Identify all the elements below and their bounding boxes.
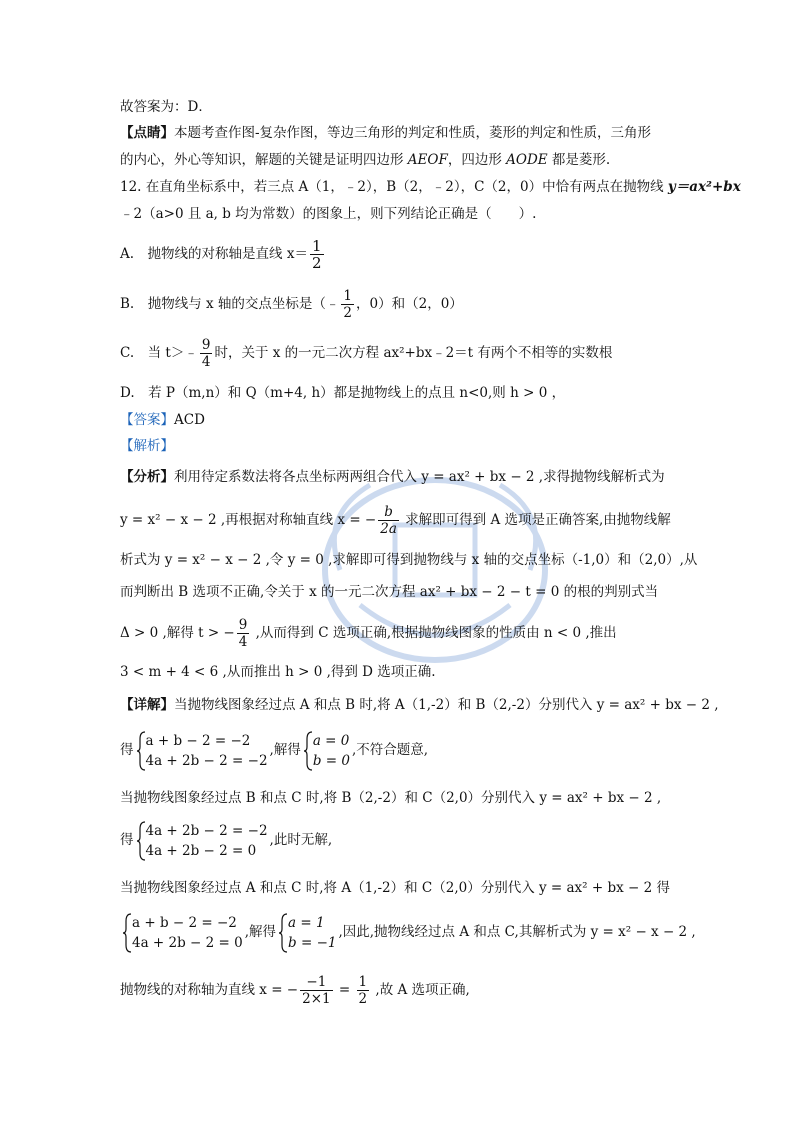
q12-parabola: y＝ax²+bx xyxy=(667,179,741,195)
system-3-line xyxy=(120,910,696,954)
frac-num: 1 xyxy=(358,974,368,990)
fenxi-tag: 【分析】 xyxy=(120,469,174,485)
brace-icon xyxy=(303,731,313,771)
dianjing-line-2 xyxy=(120,150,610,170)
frac-den: 2×1 xyxy=(302,991,331,1007)
axis-fraction-2 xyxy=(357,974,370,1007)
fenxi-line-2 xyxy=(120,502,671,538)
axis-text-a: 抛物线的对称轴为直线 x = − xyxy=(120,982,299,998)
option-b-text-1: B. 抛物线与 x 轴的交点坐标是（﹣ xyxy=(120,296,340,312)
answer-value: ACD xyxy=(174,412,205,428)
option-c-text-2: 时，关于 x 的一元二次方程 ax²+bx﹣2＝t 有两个不相等的实数根 xyxy=(214,345,613,361)
option-a-text: A. 抛物线的对称轴是直线 x＝ xyxy=(120,246,308,262)
question-12-line-2: ﹣2（a>0 且 a, b 均为常数）的图象上，则下列结论正确是（ ）. xyxy=(120,206,537,222)
frac-num: 9 xyxy=(201,337,211,353)
equation-system-3 xyxy=(122,913,243,953)
system-1-line xyxy=(120,728,428,772)
brace-icon xyxy=(278,913,288,953)
xiangjie-tag: 【详解】 xyxy=(120,697,174,713)
system-3-conclusion: ,因此,抛物线经过点 A 和点 C,其解析式为 y = x² − x − 2 , xyxy=(338,924,696,940)
q12-text-a: 12. 在直角坐标系中，若三点 A（1，﹣2），B（2，﹣2），C（2，0）中恰有两点在抛物线 xyxy=(120,179,668,195)
frac-den: 2 xyxy=(343,305,353,321)
fenxi-text-2a: y = x² − x − 2 ,再根据对称轴直线 x = − xyxy=(120,512,377,528)
system-row: 4a + 2b − 2 = −2 xyxy=(145,822,268,839)
dianjing-text-1: 本题考查作图-复杂作图，等边三角形的判定和性质，菱形的判定和性质，三角形 xyxy=(174,125,652,141)
option-b xyxy=(120,286,463,322)
fenxi-text-5b: ,从而得到 C 选项正确,根据抛物线图象的性质由 n < 0 ,推出 xyxy=(251,625,617,641)
frac-num: −1 xyxy=(300,974,333,991)
system-1-conclusion: ,不符合题意, xyxy=(351,742,429,758)
system-row: b = 0 xyxy=(312,752,350,769)
frac-den: 2a xyxy=(380,521,397,537)
jiede-label: ,解得 xyxy=(244,924,277,940)
system-2-line xyxy=(120,818,332,862)
frac-den: 4 xyxy=(238,634,248,650)
brace-icon xyxy=(136,821,146,861)
system-row: a = 1 xyxy=(288,914,325,931)
jiexi-tag: 【解析】 xyxy=(120,438,174,454)
dianjing-text-2a: 的内心，外心等知识，解题的关键是证明四边形 xyxy=(120,152,408,168)
answer-line xyxy=(120,410,205,430)
fenxi-fraction xyxy=(237,617,250,650)
fenxi-text-2b: 求解即可得到 A 选项是正确答案,由抛物线解 xyxy=(400,512,671,528)
quad-aeof: AEOF xyxy=(407,152,448,168)
equals-sign: = xyxy=(334,982,355,998)
frac-num: 9 xyxy=(238,617,248,633)
option-a-fraction xyxy=(310,238,324,271)
frac-den: 4 xyxy=(201,354,211,370)
frac-num: 1 xyxy=(311,237,322,255)
answer-tag: 【答案】 xyxy=(120,412,174,428)
frac-den: 2 xyxy=(311,254,322,272)
option-a xyxy=(120,236,326,272)
answer-conclusion: 故答案为：D． xyxy=(120,99,212,115)
fenxi-text-5a: Δ > 0 ,解得 t > − xyxy=(120,625,235,641)
option-c-text-1: C. 当 t＞﹣ xyxy=(120,345,198,361)
fenxi-line-1 xyxy=(120,467,665,487)
equation-system-1 xyxy=(136,731,268,771)
solution-system-3 xyxy=(278,913,336,953)
fenxi-text-1: 利用待定系数法将各点坐标两两组合代入 y = ax² + bx − 2 ,求得抛物线解析式为 xyxy=(174,469,665,485)
fenxi-line-3: 析式为 y = x² − x − 2 ,令 y = 0 ,求解即可得到抛物线与 x 轴的交点坐标（-1,0）和（2,0）,从 xyxy=(120,552,698,568)
brace-icon xyxy=(122,913,132,953)
jiede-label: ,解得 xyxy=(269,742,301,758)
quad-aode: AODE xyxy=(506,152,548,168)
option-b-text-2: ，0）和（2，0） xyxy=(356,296,463,312)
axis-conclusion-line xyxy=(120,972,470,1008)
xiangjie-line-3: 当抛物线图象经过点 A 和点 C 时,将 A（1,-2）和 C（2,0）分别代入 y = ax² + bx − 2 得 xyxy=(120,880,671,896)
system-row: 4a + 2b − 2 = −2 xyxy=(145,752,268,769)
option-b-fraction xyxy=(341,288,354,321)
axis-text-b: ,故 A 选项正确, xyxy=(371,982,470,998)
frac-num: b xyxy=(378,504,399,521)
xiangjie-line-2: 当抛物线图象经过点 B 和点 C 时,将 B（2,-2）和 C（2,0）分别代入 y = ax² + bx − 2 , xyxy=(120,790,662,806)
option-c-fraction xyxy=(200,337,213,370)
xiangjie-text-1: 当抛物线图象经过点 A 和点 B 时,将 A（1,-2）和 B（2,-2）分别代入 y = ax² + bx − 2 , xyxy=(174,697,719,713)
axis-formula-fraction xyxy=(378,504,399,537)
fenxi-line-5 xyxy=(120,615,617,651)
fenxi-line-6: 3 < m + 4 < 6 ,从而推出 h > 0 ,得到 D 选项正确. xyxy=(120,664,436,680)
solution-system-1 xyxy=(303,731,350,771)
system-row: 4a + 2b − 2 = 0 xyxy=(132,934,243,951)
dianjing-line-1 xyxy=(120,123,651,143)
de-label: 得 xyxy=(120,832,134,848)
fenxi-line-4: 而判断出 B 选项不正确,令关于 x 的一元二次方程 ax² + bx − 2 − t = 0 的根的判别式当 xyxy=(120,584,659,600)
dianjing-text-2e: 都是菱形. xyxy=(547,152,611,168)
xiangjie-line-1 xyxy=(120,695,719,715)
option-c xyxy=(120,335,612,371)
dianjing-text-2c: ，四边形 xyxy=(447,152,507,168)
system-row: a = 0 xyxy=(312,732,350,749)
axis-fraction-1 xyxy=(300,974,333,1007)
option-d: D. 若 P（m,n）和 Q（m+4, h）都是抛物线上的点且 n<0,则 h > 0 ， xyxy=(120,385,566,401)
system-row: b = −1 xyxy=(288,934,337,951)
de-label: 得 xyxy=(120,742,134,758)
frac-den: 2 xyxy=(358,991,368,1007)
system-row: a + b − 2 = −2 xyxy=(132,914,237,931)
question-12-line-1 xyxy=(120,177,741,197)
equation-system-2 xyxy=(136,821,268,861)
system-row: 4a + 2b − 2 = 0 xyxy=(145,842,257,859)
system-2-conclusion: ,此时无解, xyxy=(269,832,333,848)
dianjing-tag: 【点睛】 xyxy=(120,125,174,141)
system-row: a + b − 2 = −2 xyxy=(145,732,251,749)
brace-icon xyxy=(136,731,146,771)
frac-num: 1 xyxy=(343,288,353,304)
